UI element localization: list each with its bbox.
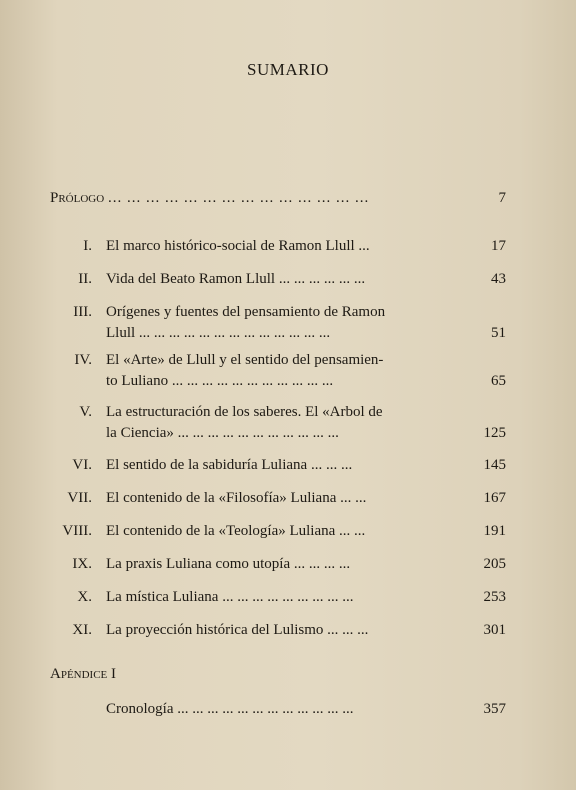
toc-entry-text: Orígenes y fuentes del pensamiento de Ramon [106,304,386,320]
toc-page-number: 167 [483,490,506,506]
toc-entry-text-continued: la Ciencia» ... ... ... ... ... ... ... ... ... ... ... [106,425,339,441]
chapter-number: III. [73,304,92,320]
toc-entry-text: El «Arte» de Llull y el sentido del pensamien- [106,352,384,368]
chapter-number: XI. [72,622,92,638]
toc-page-number: 7 [498,190,506,206]
toc-entry-text: Vida del Beato Ramon Llull ... ... ... ... ... ... [106,271,366,287]
toc-entry-text: El contenido de la «Filosofía» Luliana ... ... [106,490,367,506]
toc-row [0,350,576,392]
toc-entry-text-continued: Llull ... ... ... ... ... ... ... ... ... ... ... ... ... [106,325,331,341]
appendix-heading: Apéndice I [50,666,117,682]
chapter-number: X. [77,589,92,605]
chapter-number: I. [83,238,92,254]
toc-entry-text: La estructuración de los saberes. El «Arbol de [106,404,383,420]
toc-page-number: 125 [483,425,506,441]
toc-entry-text: Cronología ... ... ... ... ... ... ... ... ... ... ... ... [106,701,354,717]
toc-page-number: 205 [483,556,506,572]
toc-entry-text: El sentido de la sabiduría Luliana ... ... ... [106,457,353,473]
chapter-number: IX. [72,556,92,572]
toc-page-number: 17 [491,238,506,254]
toc-entry-text: El marco histórico-social de Ramon Llull ... [106,238,370,254]
toc-entry-text [50,188,369,208]
chapter-number: IV. [74,352,92,368]
chapter-number: II. [78,271,92,287]
toc-page-number: 51 [491,325,506,341]
toc-entry-text: El contenido de la «Teología» Luliana ... ... [106,523,366,539]
chapter-number: VI. [72,457,92,473]
chapter-number: VII. [67,490,92,506]
toc-entry-text: La mística Luliana ... ... ... ... ... ... ... ... ... [106,589,354,605]
toc-row [0,302,576,344]
chapter-number: V. [79,404,92,420]
page-title: SUMARIO [247,60,329,79]
toc-page-number: 65 [491,373,506,389]
toc-entry-label: Prólogo [50,190,105,206]
toc-page-number: 253 [483,589,506,605]
chapter-number: VIII. [62,523,92,539]
toc-page-number: 145 [483,457,506,473]
toc-entry-text-continued: to Luliano ... ... ... ... ... ... ... ... ... ... ... [106,373,334,389]
toc-page-number: 191 [483,523,506,539]
toc-row [0,402,576,444]
toc-entry-text: La proyección histórica del Lulismo ... ... ... [106,622,369,638]
toc-page-number: 301 [483,622,506,638]
toc-leader-dots: ... ... ... ... ... ... ... ... ... ... ... ... ... ... [107,190,370,206]
toc-page-number: 357 [483,701,506,717]
toc-page-number: 43 [491,271,506,287]
toc-entry-text: La praxis Luliana como utopía ... ... ... ... [106,556,351,572]
